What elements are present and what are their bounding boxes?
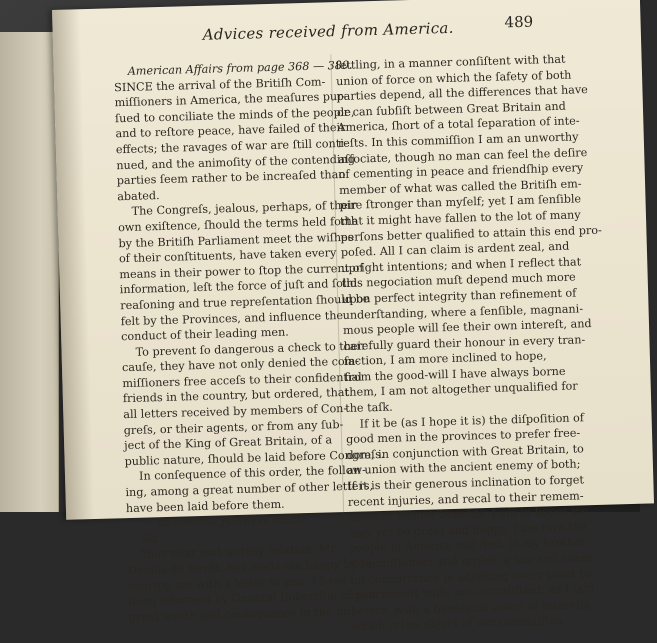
text-line: underſtanding, where a ſenſible, magnani- [342, 301, 584, 322]
text-line: friends in the country, but ordered, that [122, 386, 350, 406]
text-line: union of force on which the ſafety of both [335, 68, 572, 88]
text-line: by the Britiſh Parliament meet the wiſhes [118, 230, 354, 250]
text-line: the taſk. [345, 400, 393, 416]
text-line: mous people will ſee their own intereſt, and [342, 317, 592, 338]
text-line: ſettling, in a manner conſiſtent with that [335, 52, 566, 73]
text-line: effects; the ravages of war are ſtill conti- [115, 136, 348, 157]
text-line: America, ſhort of a total ſeparation of inte- [337, 114, 580, 135]
text-line: upright intentions; and when I reflect that [341, 255, 582, 275]
text-line: and to reſtore peace, have failed of their [115, 121, 346, 141]
text-line: If it is their generous inclination to forget [347, 473, 585, 493]
text-line: which is the object of our commiſſion. [351, 614, 567, 634]
text-line: cauſe, they have not only denied the com- [121, 354, 360, 375]
text-line: parties depend, all the differences that have [336, 83, 589, 104]
text-line: an union with the ancient enemy of both; [346, 457, 581, 478]
text-line: reaſoning and true repreſentation ſhould be [120, 292, 370, 313]
text-line: or can ſubſiſt between Great Britain and [336, 99, 566, 119]
text-line: The Congreſs, jealous, perhaps, of their [131, 198, 358, 219]
newspaper-page [52, 0, 654, 634]
text-line: poſed. All I can claim is ardent zeal, and [340, 239, 570, 260]
text-line: If it be (as I hope it is) the diſpoſition of [359, 410, 585, 431]
text-line: great worth and conſequence in the un- [128, 604, 355, 624]
page-number: 489 [504, 12, 534, 32]
text-line: been informed by General Robertſon of your [128, 588, 381, 609]
text-line: this negociation muſt depend much more [341, 270, 576, 291]
text-line: of their conſtituents, have taken every [118, 246, 337, 266]
text-line: have been laid before them. [125, 497, 285, 515]
text-line: ject of the King of Great Britain, of a [124, 433, 333, 453]
text-line: SINCE the arrival of the Britiſh Com- [114, 74, 326, 94]
text-line: them, I am not altogether unqualified for [344, 379, 578, 400]
text-line: ing, among a great number of other letters, [125, 479, 374, 500]
text-line: To General JOSEPH REED. [155, 512, 309, 530]
text-line: good men in the provinces to prefer free- [345, 426, 581, 447]
running-head: Advices received from America. [202, 18, 454, 44]
text-line: member of what was called the Britiſh em- [338, 177, 582, 197]
text-line: parties ſeem rather to be increaſed than [116, 168, 346, 188]
text-line: vouring me with a letter to you. I have [127, 573, 347, 593]
text-line: Your near and worthy relation, Mr. [141, 542, 339, 562]
text-line: miſſioners free acceſs to their confidential [122, 370, 362, 391]
text-line: reſts. In this commiſſion I am an unworthy [337, 130, 579, 151]
text-line: dom, in conjunction with Great Britain, to [346, 442, 584, 462]
text-line: all letters received by members of Con- [123, 401, 348, 422]
text-line: Sir, [140, 532, 160, 546]
text-line: that it might have fallen to the lot of many [339, 208, 581, 228]
text-line: aſſociate, though no man can feel the deſire [338, 145, 588, 166]
text-line: ſued to conciliate the minds of the people, [114, 105, 355, 126]
text-line: American Affairs from page 368 — 380. [127, 58, 353, 78]
text-line: conduct of their leading men. [120, 325, 289, 344]
text-line: upon perfect integrity than refinement of [342, 286, 577, 306]
text-line: of cementing in peace and friendſhip every [338, 161, 584, 182]
text-line: public nature, ſhould be laid before Congreſs. [124, 447, 385, 468]
text-line: ful concurrence in adjuſting every point to [349, 566, 591, 587]
text-line: carefully guard their honour in every tran- [343, 332, 586, 353]
text-line: own exiſtence, ſhould the terms held forth [117, 214, 359, 235]
text-line: means in their power to ſtop the current of [119, 261, 364, 281]
text-line: In conſequence of this order, the follow- [138, 463, 367, 484]
text-line: pire ſtronger than myſelf; yet I am ſenſible [339, 192, 582, 213]
text-line: people in America will find, in my brother [348, 535, 587, 556]
text-line: Commiſſioners and myſelf, a fair and cheer- [349, 550, 598, 571]
text-line: ſaction, I am more inclined to hope, [343, 349, 547, 369]
text-line: information, leſt the force of juſt and ſolid [119, 276, 358, 297]
text-line: abated. [117, 188, 160, 203]
text-line: perſons better qualified to attain this end pro- [340, 223, 602, 244]
text-line: To prevent ſo dangerous a check to their [135, 339, 367, 359]
text-line: their utmoſt wiſh, not inconſiſtent, as I ſaid [350, 582, 595, 603]
text-line: before, with a beneficial union of intereſts, [350, 597, 594, 618]
text-line: may yet be great and happy. I am ſure the [348, 520, 587, 540]
text-line: recent injuries, and recal to their remem- [347, 488, 584, 509]
text-line: brances former benefits, I am in hopes we [348, 504, 589, 525]
facing-page-edge [0, 32, 59, 512]
text-line: greſs, or their agents, or from any ſub- [123, 417, 344, 437]
text-line: felt by the Provinces, and influence the [120, 308, 344, 328]
text-line: Dennis de Berdt, has made me happy by fa- [127, 557, 376, 578]
text-line: miſſioners in America, the meaſures pur- [114, 90, 347, 110]
text-line: from the good-will I have always borne [344, 364, 566, 384]
text-line: nued, and the animoſity of the contending [116, 152, 356, 172]
right-column [335, 52, 602, 635]
